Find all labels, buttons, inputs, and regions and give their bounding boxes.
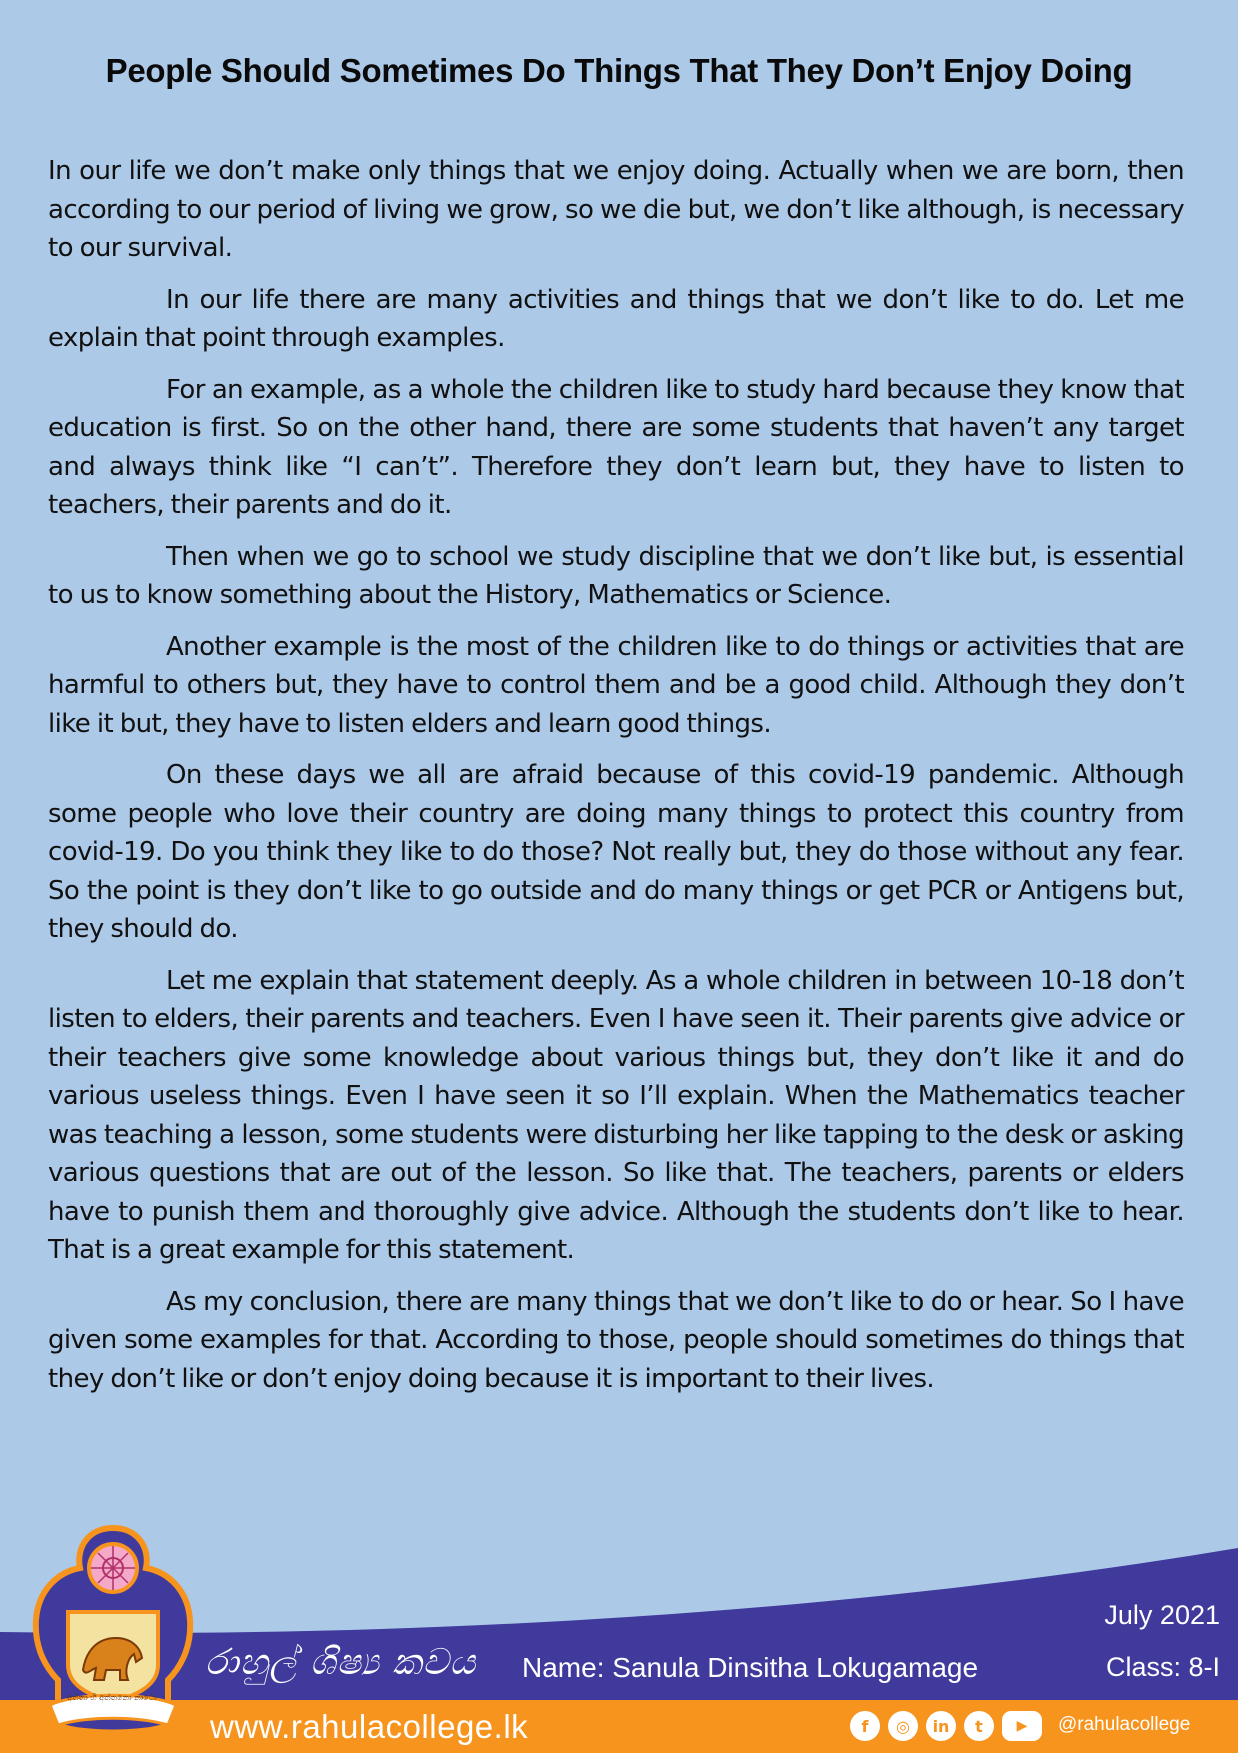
social-handle[interactable]: @rahulacollege bbox=[1058, 1714, 1191, 1735]
college-crest-logo bbox=[28, 1520, 198, 1745]
essay-paragraph: Another example is the most of the children like to do things or activities that are harmful to others but, they have to control them and be a good child. Although they don’t like it but, they have to listen elders and learn good things. bbox=[48, 631, 1184, 739]
linkedin-icon[interactable]: in bbox=[926, 1711, 956, 1741]
instagram-icon[interactable]: ◎ bbox=[888, 1711, 918, 1741]
twitter-icon[interactable]: t bbox=[964, 1711, 994, 1741]
student-class: Class: 8-I bbox=[1105, 1652, 1220, 1682]
facebook-icon[interactable]: f bbox=[850, 1711, 880, 1741]
essay-paragraph: Let me explain that statement deeply. As a whole children in between 10-18 don’t listen to elders, their parents and teachers. Even I have seen it. Their parents give advice or their teachers give some knowledge about various things but, they don’t like it and do various useless things. Even I have seen it so I’ll explain. When the Mathematics teacher was teaching a lesson, some students were disturbing her like tapping to the desk or asking various questions that are out of the lesson. So like that. The teachers, parents or elders have to punish them and thoroughly give advice. Although the students don’t like to hear. That is a great example for this statement. bbox=[48, 965, 1184, 1265]
essay-paragraph: As my conclusion, there are many things that we don’t like to do or hear. So I have given some examples for that. According to those, people should sometimes do things that they don’t like or don’t enjoy doing because it is important to their lives. bbox=[48, 1286, 1184, 1394]
magazine-name: රාහුල් ශිෂ්‍ය කවය bbox=[205, 1642, 477, 1683]
issue-date: July 2021 bbox=[1104, 1600, 1220, 1630]
crest-motto: අත්තා හි අත්තනො නාථො bbox=[67, 1693, 157, 1702]
social-icons bbox=[850, 1711, 1042, 1741]
essay-paragraph: For an example, as a whole the children like to study hard because they know that education is first. So on the other hand, there are some students that haven’t any target and always think like “I can’t”. Therefore they don’t learn but, they have to listen to teachers, their parents and do it. bbox=[48, 374, 1184, 520]
website-link[interactable]: www.rahulacollege.lk bbox=[210, 1708, 529, 1745]
essay-paragraph: Then when we go to school we study discipline that we don’t like but, is essential to us to know something about the History, Mathematics or Science. bbox=[48, 541, 1184, 610]
essay-paragraph: On these days we all are afraid because of this covid-19 pandemic. Although some people who love their country are doing many things to protect this country from covid-19. Do you think they like to do those? Not really but, they do those without any fear. So the point is they don’t like to go outside and do many things or get PCR or Antigens but, they should do. bbox=[48, 760, 1184, 944]
page-title: People Should Sometimes Do Things That They Don’t Enjoy Doing bbox=[105, 52, 1133, 89]
student-name: Name: Sanula Dinsitha Lokugamage bbox=[522, 1652, 979, 1683]
essay-paragraph: In our life there are many activities and things that we don’t like to do. Let me explain that point through examples. bbox=[48, 284, 1184, 353]
essay-body bbox=[48, 152, 1184, 1411]
essay-paragraph: In our life we don’t make only things that we enjoy doing. Actually when we are born, then according to our period of living we grow, so we die but, we don’t like although, is necessary to our survival. bbox=[48, 156, 1184, 263]
youtube-icon[interactable]: ▶ bbox=[1002, 1711, 1042, 1741]
